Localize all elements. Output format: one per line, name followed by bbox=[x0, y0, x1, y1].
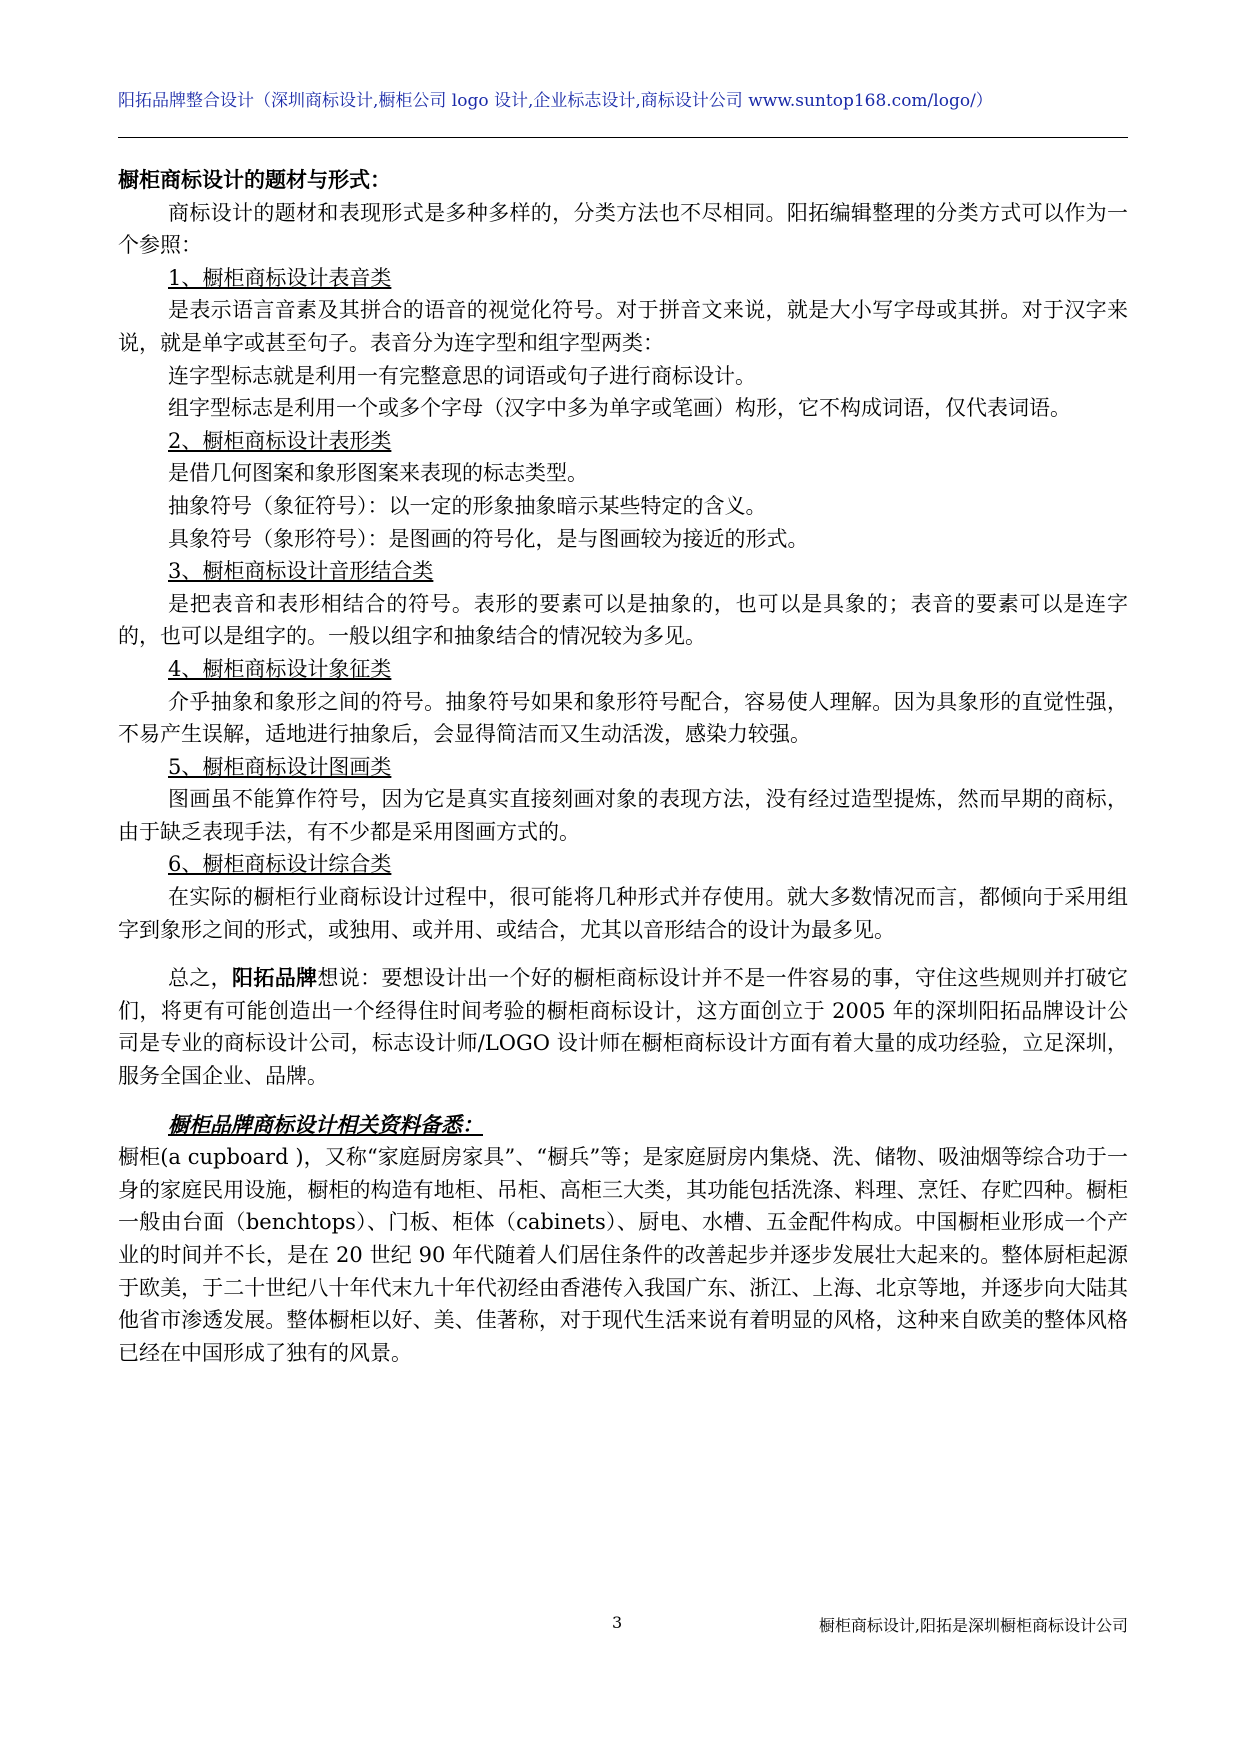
paragraph-spacer bbox=[118, 1093, 1128, 1109]
category-paragraph: 连字型标志就是利用一有完整意思的词语或句子进行商标设计。 bbox=[168, 363, 756, 388]
category-paragraph: 是借几何图案和象形图案来表现的标志类型。 bbox=[168, 461, 588, 486]
category-heading: 6、橱柜商标设计综合类 bbox=[168, 852, 392, 877]
section-title: 橱柜商标设计的题材与形式： bbox=[118, 167, 391, 192]
paragraph-spacer bbox=[118, 946, 1128, 962]
brand-name: 阳拓品牌 bbox=[232, 965, 318, 991]
category-paragraph: 图画虽不能算作符号，因为它是真实直接刻画对象的表现方法，没有经过造型提炼，然而早期的商标，由于缺乏表现手法，有不少都是采用图画方式的。 bbox=[118, 787, 1128, 844]
category-paragraph: 在实际的橱柜行业商标设计过程中，很可能将几种形式并存使用。就大多数情况而言，都倾向于采用组字到象形之间的形式，或独用、或并用、或结合，尤其以音形结合的设计为最多见。 bbox=[118, 885, 1128, 942]
category-heading: 2、橱柜商标设计表形类 bbox=[168, 428, 392, 453]
header-divider bbox=[118, 137, 1128, 138]
category-heading: 3、橱柜商标设计音形结合类 bbox=[168, 559, 434, 584]
page-header: 阳拓品牌整合设计（深圳商标设计,橱柜公司 logo 设计,企业标志设计,商标设计公司 www.suntop168.com/logo/） bbox=[118, 91, 993, 111]
category-paragraph: 组字型标志是利用一个或多个字母（汉字中多为单字或笔画）构形，它不构成词语，仅代表词语。 bbox=[168, 396, 1071, 421]
category-paragraph: 是把表音和表形相结合的符号。表形的要素可以是抽象的，也可以是具象的；表音的要素可以是连字的，也可以是组字的。一般以组字和抽象结合的情况较为多见。 bbox=[118, 591, 1128, 649]
reference-paragraph: 橱柜(a cupboard )，又称“家庭厨房家具”、“橱兵”等；是家庭厨房内集烧、洗、储物、吸油烟等综合功于一身的家庭民用设施，橱柜的构造有地柜、吊柜、高柜三大类，其功能包括洗涤、料理、烹饪、存贮四种。橱柜一般由台面（benchtops）、门板、柜体（cabinets）、厨电、水槽、五金配件构成。中国橱柜业形成一个产业的时间并不长，是在 20 世纪 90 年代随着人们居住条件的改善起步并逐步发展壮大起来的。整体厨柜起源于欧美，于二十世纪八十年代末九十年代初经由香港传入我国广东、浙江、上海、北京等地，并逐步向大陆其他省市渗透发展。整体橱柜以好、美、佳著称，对于现代生活来说有着明显的风格，这种来自欧美的整体风格已经在中国形成了独有的风景。 bbox=[118, 1145, 1128, 1365]
footer-note: 橱柜商标设计,阳拓是深圳橱柜商标设计公司 bbox=[818, 1616, 1128, 1635]
category-heading: 4、橱柜商标设计象征类 bbox=[168, 656, 392, 681]
category-paragraph: 抽象符号（象征符号）：以一定的形象抽象暗示某些特定的含义。 bbox=[168, 493, 767, 518]
summary-text: 想说：要想设计出一个好的橱柜商标设计并不是一件容易的事，守住这些规则并打破它们，将更有可能创造出一个经得住时间考验的橱柜商标设计，这方面创立于 2005 年的深圳阳拓品牌设计公司是专业的商标设计公司，标志设计师/LOGO 设计师在橱柜商标设计方面有着大量的成功经验，立足深圳，服务全国企业、品牌。 bbox=[118, 966, 1129, 1089]
category-paragraph: 具象符号（象形符号）：是图画的符号化，是与图画较为接近的形式。 bbox=[168, 526, 809, 551]
summary-paragraph bbox=[118, 962, 1128, 1092]
category-heading: 5、橱柜商标设计图画类 bbox=[168, 754, 392, 779]
page-number: 3 bbox=[612, 1613, 623, 1632]
document-body bbox=[118, 164, 1128, 1369]
section-intro: 商标设计的题材和表现形式是多种多样的，分类方法也不尽相同。阳拓编辑整理的分类方式可以作为一个参照： bbox=[118, 200, 1128, 258]
category-paragraph: 是表示语言音素及其拼合的语音的视觉化符号。对于拼音文来说，就是大小写字母或其拼。对于汉字来说，就是单字或甚至句子。表音分为连字型和组字型两类： bbox=[118, 298, 1128, 355]
reference-section-title: 橱柜品牌商标设计相关资料备悉： bbox=[168, 1111, 483, 1137]
summary-prefix: 总之， bbox=[168, 966, 233, 991]
category-heading: 1、橱柜商标设计表音类 bbox=[168, 265, 392, 290]
category-paragraph: 介乎抽象和象形之间的符号。抽象符号如果和象形符号配合，容易使人理解。因为具象形的直觉性强，不易产生误解，适地进行抽象后，会显得简洁而又生动活泼，感染力较强。 bbox=[118, 689, 1128, 747]
